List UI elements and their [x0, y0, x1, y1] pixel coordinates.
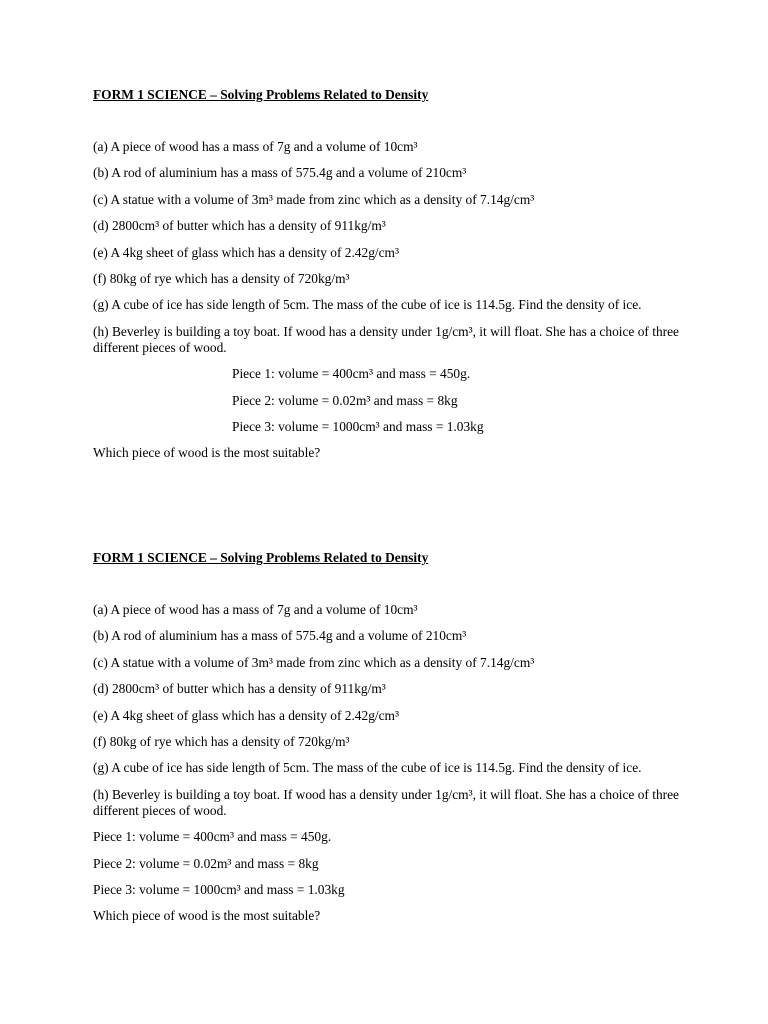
worksheet-title: FORM 1 SCIENCE – Solving Problems Related to Density [93, 550, 429, 565]
question-g: (g) A cube of ice has side length of 5cm. The mass of the cube of ice is 114.5g. Find the density of ice. [93, 760, 642, 776]
worksheet-2 [93, 550, 683, 924]
question-a: (a) A piece of wood has a mass of 7g and a volume of 10cm³ [93, 602, 418, 617]
question-list [93, 139, 683, 461]
question-e: (e) A 4kg sheet of glass which has a density of 2.42g/cm³ [93, 244, 399, 260]
question-list [93, 602, 683, 924]
question-b: (b) A rod of aluminium has a mass of 575.4g and a volume of 210cm³ [93, 628, 467, 644]
question-e: (e) A 4kg sheet of glass which has a density of 2.42g/cm³ [93, 707, 399, 723]
question-c: (c) A statue with a volume of 3m³ made from zinc which as a density of 7.14g/cm³ [93, 654, 535, 670]
final-question: Which piece of wood is the most suitable? [93, 445, 321, 461]
piece-1: Piece 1: volume = 400cm³ and mass = 450g. [232, 366, 471, 382]
piece-1: Piece 1: volume = 400cm³ and mass = 450g. [93, 829, 332, 845]
worksheet-1 [93, 87, 683, 461]
question-b: (b) A rod of aluminium has a mass of 575.4g and a volume of 210cm³ [93, 165, 467, 181]
question-g: (g) A cube of ice has side length of 5cm. The mass of the cube of ice is 114.5g. Find the density of ice. [93, 297, 642, 313]
question-f: (f) 80kg of rye which has a density of 720kg/m³ [93, 733, 350, 749]
question-f: (f) 80kg of rye which has a density of 720kg/m³ [93, 270, 350, 286]
question-h: (h) Beverley is building a toy boat. If wood has a density under 1g/cm³, it will float. She has a choice of three different pieces of wood. [93, 786, 679, 818]
piece-2: Piece 2: volume = 0.02m³ and mass = 8kg [93, 855, 319, 871]
piece-2: Piece 2: volume = 0.02m³ and mass = 8kg [232, 392, 458, 408]
question-h: (h) Beverley is building a toy boat. If wood has a density under 1g/cm³, it will float. She has a choice of three different pieces of wood. [93, 323, 679, 355]
piece-3: Piece 3: volume = 1000cm³ and mass = 1.03kg [232, 418, 484, 434]
final-question: Which piece of wood is the most suitable? [93, 908, 321, 924]
question-d: (d) 2800cm³ of butter which has a density of 911kg/m³ [93, 218, 386, 234]
worksheet-title: FORM 1 SCIENCE – Solving Problems Related to Density [93, 87, 429, 102]
piece-3: Piece 3: volume = 1000cm³ and mass = 1.03kg [93, 881, 345, 897]
question-c: (c) A statue with a volume of 3m³ made from zinc which as a density of 7.14g/cm³ [93, 191, 535, 207]
question-a: (a) A piece of wood has a mass of 7g and a volume of 10cm³ [93, 139, 418, 154]
question-d: (d) 2800cm³ of butter which has a density of 911kg/m³ [93, 681, 386, 697]
